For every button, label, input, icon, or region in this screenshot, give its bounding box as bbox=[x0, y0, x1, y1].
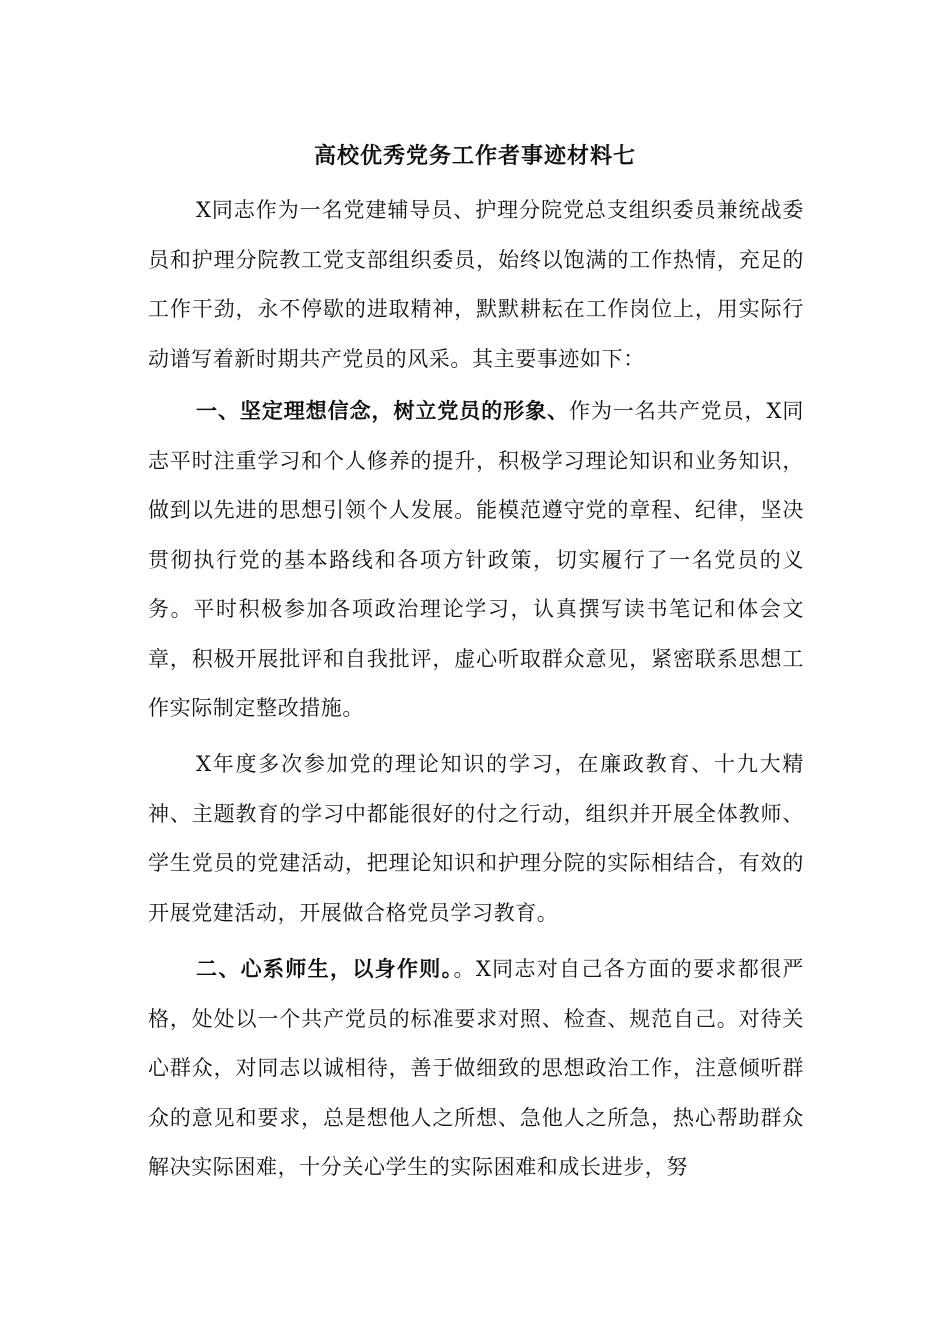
paragraph-intro bbox=[148, 186, 804, 384]
paragraph-section-two bbox=[148, 944, 804, 1193]
section-heading: 一、坚定理想信念，树立党员的形象、 bbox=[196, 398, 570, 423]
paragraph-text: 。X同志对自己各方面的要求都很严格，处处以一个共产党员的标准要求对照、检查、规范自己。对待关心群众，对同志以诚相待，善于做细致的思想政治工作，注意倾听群众的意见和要求，总是想他人之所想、急他人之所急，热心帮助群众解决实际困难，十分关心学生的实际困难和成长进步，努 bbox=[148, 957, 804, 1179]
paragraph-study bbox=[148, 740, 804, 938]
document-title: 高校优秀党务工作者事迹材料七 bbox=[313, 143, 636, 169]
paragraph-text: X同志作为一名党建辅导员、护理分院党总支组织委员兼统战委员和护理分院教工党支部组织委员，始终以饱满的工作热情，充足的工作干劲，永不停歇的进取精神，默默耕耘在工作岗位上，用实际行动谱写着新时期共产党员的风采。其主要事迹如下： bbox=[148, 198, 804, 371]
paragraph-section-one bbox=[148, 386, 804, 734]
paragraph-text: 作为一名共产党员，X同志平时注重学习和个人修养的提升，积极学习理论知识和业务知识，做到以先进的思想引领个人发展。能模范遵守党的章程、纪律，坚决贯彻执行党的基本路线和各项方针政策，切实履行了一名党员的义务。平时积极参加各项政治理论学习，认真撰写读书笔记和体会文章，积极开展批评和自我批评，虚心听取群众意见，紧密联系思想工作实际制定整改措施。 bbox=[148, 399, 804, 720]
paragraph-text: X年度多次参加党的理论知识的学习，在廉政教育、十九大精神、主题教育的学习中都能很好的付之行动，组织并开展全体教师、学生党员的党建活动，把理论知识和护理分院的实际相结合，有效的开展党建活动，开展做合格党员学习教育。 bbox=[148, 752, 804, 925]
section-heading: 二、心系师生，以身作则。 bbox=[196, 956, 454, 981]
